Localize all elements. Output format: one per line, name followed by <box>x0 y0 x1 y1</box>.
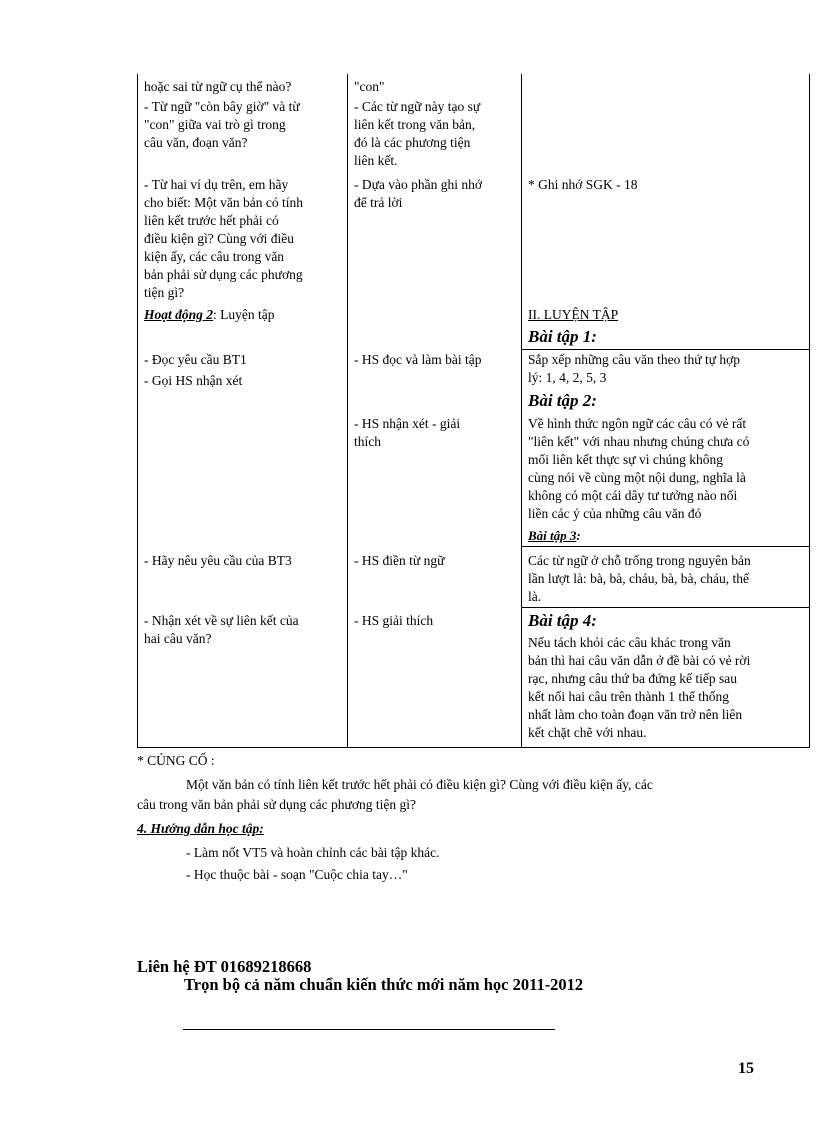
promo-line: Trọn bộ cả năm chuẩn kiến thức mới năm học 2011-2012 <box>184 975 584 994</box>
signature-rule <box>183 1029 555 1030</box>
col3-rule-3 <box>521 607 809 608</box>
content-cell-r3: * Ghi nhớ SGK - 18 <box>528 177 638 192</box>
exercise-4-heading: Bài tập 4: <box>528 611 597 630</box>
exercise-2-answer: Về hình thức ngôn ngữ các câu có vẻ rất "liên kết" với nhau nhưng chúng chưa có mối liên kết thực sự vì chúng không cùng nói về cùng một nội dung, nghĩa là không có một cái dây tư tưởng nào nối liền các ý của những câu văn đó <box>528 416 750 521</box>
student-cell-r6: - HS điền từ ngữ <box>354 553 445 568</box>
activity-label: Hoạt động 2 <box>144 307 214 322</box>
teacher-cell-r3: - Từ hai ví dụ trên, em hãy cho biết: Một văn bản có tính liên kết trước hết phải có điều kiện gì? Cùng với điều kiện ấy, các câu trong văn bản phải sử dụng các phương tiện gì? <box>144 177 303 300</box>
contact-line: Liên hệ ĐT 01689218668 <box>137 957 312 976</box>
activity-rest: : Luyện tập <box>213 307 275 322</box>
cungco-title: * CỦNG CỐ : <box>137 753 215 768</box>
table-border-bottom <box>137 747 810 748</box>
student-cell-r2: - Các từ ngữ này tạo sự liên kết trong văn bản, đó là các phương tiện liên kết. <box>354 99 481 168</box>
teacher-cell-r5a: - Đọc yêu cầu BT1 <box>144 352 247 367</box>
activity-heading <box>144 306 275 324</box>
exercise-1-answer: Sắp xếp những câu văn theo thứ tự hợp lý: 1, 4, 2, 5, 3 <box>528 352 741 385</box>
student-cell-r3: - Dựa vào phần ghi nhớ để trả lời <box>354 177 483 210</box>
teacher-cell-r2: - Từ ngữ "còn bây giờ" và từ "con" giữa vai trò gì trong câu văn, đoạn văn? <box>144 99 300 150</box>
teacher-cell-r6: - Hãy nêu yêu cầu của BT3 <box>144 553 292 568</box>
student-cell-r5b: - HS nhận xét - giải thích <box>354 416 461 449</box>
col3-rule-2 <box>521 546 809 547</box>
exercise-3-answer: Các từ ngữ ở chỗ trống trong nguyên bản lần lượt là: bà, bà, cháu, bà, bà, cháu, thế là. <box>528 553 751 604</box>
col3-rule-1 <box>521 349 809 350</box>
table-border-right <box>809 74 810 748</box>
cungco-line-1: Một văn bản có tính liên kết trước hết phải có điều kiện gì? Cùng với điều kiện ấy, các <box>186 777 653 792</box>
teacher-cell-r5b: - Gọi HS nhận xét <box>144 373 243 388</box>
study-guide-item-1: - Làm nốt VT5 và hoàn chỉnh các bài tập khác. <box>186 845 440 860</box>
study-guide-title: 4. Hướng dẫn học tập: <box>137 821 264 836</box>
student-cell-r1: "con" <box>354 79 385 94</box>
exercise-4-answer: Nếu tách khỏi các câu khác trong văn bản thì hai câu văn dẫn ở đề bài có vẻ rời rạc, nhưng câu thứ ba đứng kế tiếp sau kết nối hai câu trên thành 1 thể thống nhất làm cho toàn đoạn văn trở nên liên kết chặt chẽ với nhau. <box>528 635 751 740</box>
study-guide-item-2: - Học thuộc bài - soạn "Cuộc chia tay…" <box>186 867 408 882</box>
column-divider-2 <box>521 74 522 748</box>
exercise-3-colon: : <box>576 528 581 543</box>
teacher-cell-r1: hoặc sai từ ngữ cụ thể nào? <box>144 79 292 94</box>
column-divider-1 <box>347 74 348 748</box>
page-number: 15 <box>738 1060 754 1077</box>
exercise-2-heading: Bài tập 2: <box>528 391 597 410</box>
teacher-cell-r7: - Nhận xét về sự liên kết của hai câu văn? <box>144 613 299 646</box>
student-cell-r5a: - HS đọc và làm bài tập <box>354 352 482 367</box>
section-title: II. LUYỆN TẬP <box>528 307 619 322</box>
cungco-line-2: câu trong văn bản phải sử dụng các phương tiện gì? <box>137 797 416 812</box>
exercise-3-label: Bài tập 3 <box>528 528 577 543</box>
exercise-3-heading <box>528 527 581 545</box>
lesson-table <box>137 74 810 748</box>
exercise-1-heading: Bài tập 1: <box>528 327 597 346</box>
table-border-left <box>137 74 138 748</box>
student-cell-r7: - HS giải thích <box>354 613 434 628</box>
